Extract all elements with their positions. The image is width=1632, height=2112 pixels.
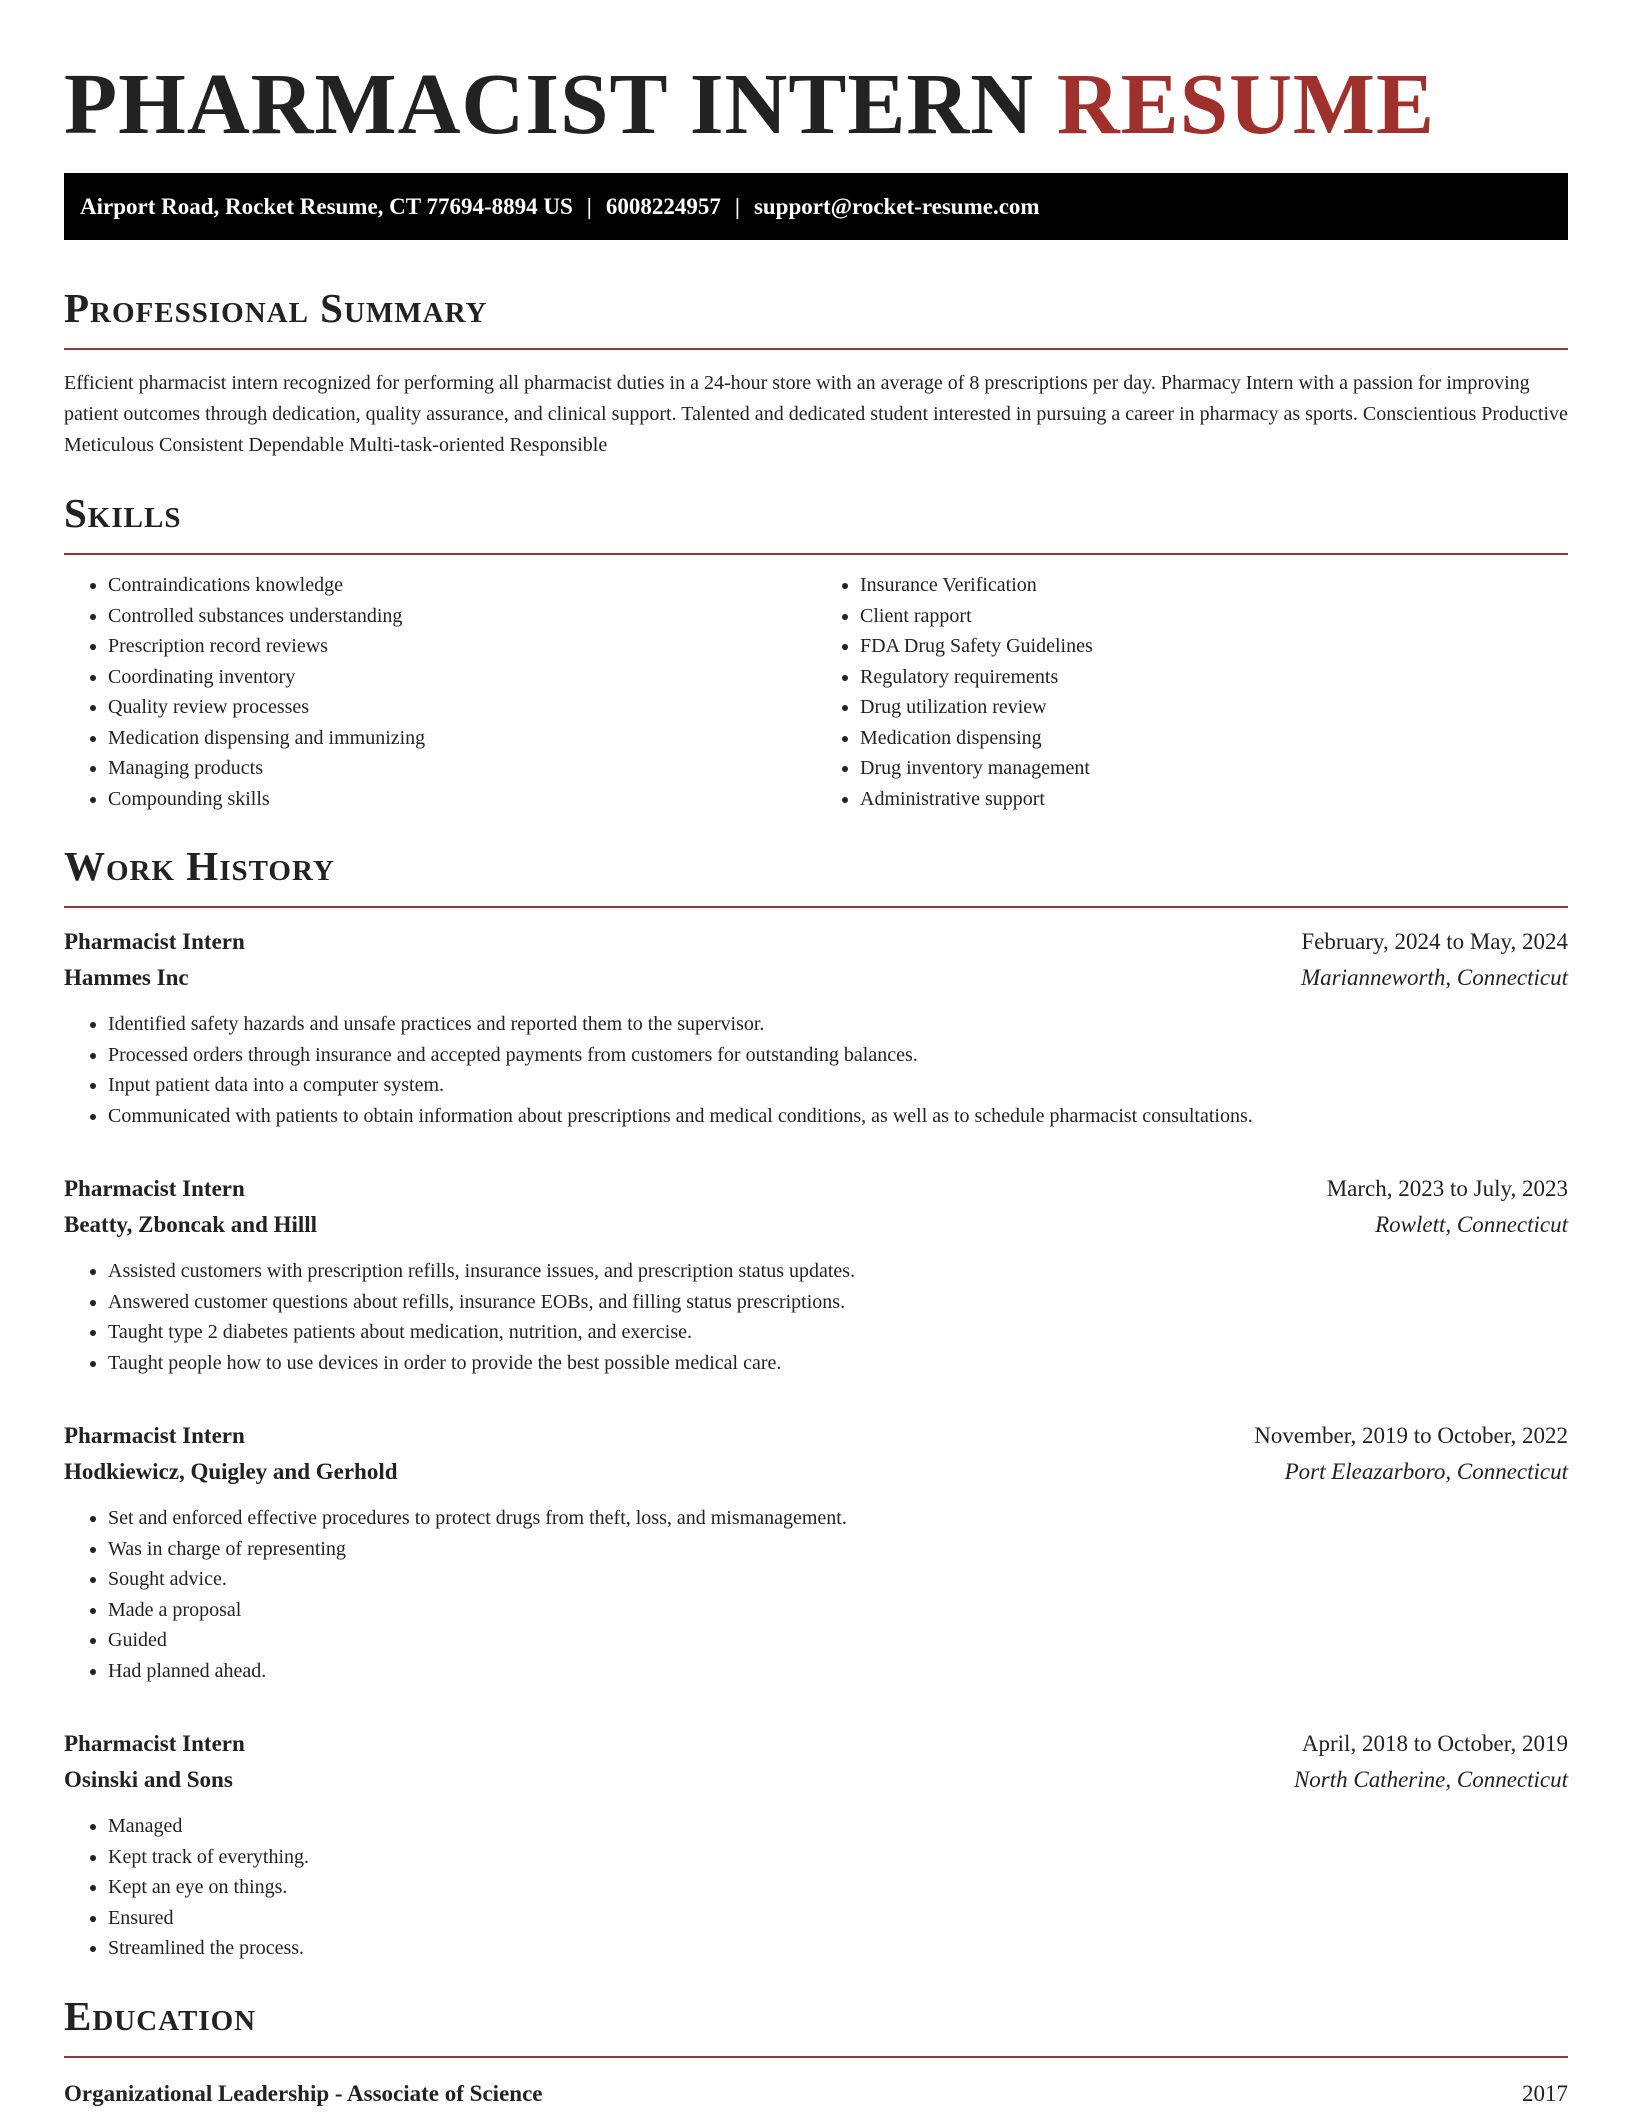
job-bullets bbox=[64, 1009, 1568, 1131]
skills-right-list bbox=[816, 570, 1568, 814]
job-company-row bbox=[64, 1762, 1568, 1798]
skill-item: • FDA Drug Safety Guidelines bbox=[860, 631, 1568, 662]
contact-separator: | bbox=[734, 194, 740, 219]
job-location: Marianneworth, Connecticut bbox=[1300, 965, 1568, 990]
job-company: Osinski and Sons bbox=[64, 1767, 233, 1792]
education-entry bbox=[64, 2076, 1568, 2112]
contact-address: Airport Road, Rocket Resume, CT 77694-8894 US bbox=[80, 194, 573, 219]
summary-heading: Professional Summary bbox=[64, 285, 488, 331]
contact-phone: 6008224957 bbox=[605, 194, 721, 219]
job-bullet: • Managed bbox=[108, 1811, 1568, 1842]
resume-title bbox=[64, 0, 1568, 150]
work-heading: Work History bbox=[64, 843, 335, 889]
skill-item: • Administrative support bbox=[860, 784, 1568, 815]
skills-left-column bbox=[64, 570, 816, 814]
summary-text: Efficient pharmacist intern recognized for performing all pharmacist duties in a 24-hour store with an average of 8 prescriptions per day. Pharmacy Intern with a passion for improving patient outcomes through dedication, quality assurance, and clinical support. Talented and dedicated student interested in pursuing a career in pharmacy as sports. Conscientious Productive Meticulous Consistent Dependable Multi-task-oriented Responsible bbox=[64, 372, 1568, 456]
education-section bbox=[64, 1992, 1568, 2112]
section-divider bbox=[64, 553, 1568, 555]
job-bullet: • Had planned ahead. bbox=[108, 1656, 1568, 1687]
section-divider bbox=[64, 906, 1568, 908]
job-location: North Catherine, Connecticut bbox=[1293, 1767, 1568, 1792]
education-degree: Organizational Leadership - Associate of Science bbox=[64, 2080, 543, 2106]
job-title-row bbox=[64, 924, 1568, 960]
job-bullet: • Answered customer questions about refills, insurance EOBs, and filling status prescriptions. bbox=[108, 1287, 1568, 1318]
job-bullet: • Identified safety hazards and unsafe practices and reported them to the supervisor. bbox=[108, 1009, 1568, 1040]
skill-item: • Managing products bbox=[108, 753, 816, 784]
job-bullet: • Sought advice. bbox=[108, 1564, 1568, 1595]
job-bullet: • Guided bbox=[108, 1625, 1568, 1656]
job-company: Beatty, Zboncak and Hilll bbox=[64, 1212, 318, 1237]
contact-bar bbox=[64, 173, 1568, 240]
job-company-row bbox=[64, 1454, 1568, 1490]
job-bullet: • Assisted customers with prescription refills, insurance issues, and prescription status updates. bbox=[108, 1256, 1568, 1287]
job-entry bbox=[64, 1726, 1568, 1964]
contact-email[interactable]: support@rocket-resume.com bbox=[753, 194, 1040, 219]
skill-item: • Quality review processes bbox=[108, 692, 816, 723]
skill-item: • Drug utilization review bbox=[860, 692, 1568, 723]
job-company: Hodkiewicz, Quigley and Gerhold bbox=[64, 1459, 398, 1484]
job-company: Hammes Inc bbox=[64, 965, 189, 990]
skill-item: • Insurance Verification bbox=[860, 570, 1568, 601]
job-location: Rowlett, Connecticut bbox=[1375, 1212, 1568, 1237]
contact-separator: | bbox=[586, 194, 592, 219]
job-bullet: • Communicated with patients to obtain information about prescriptions and medical conditions, as well as to schedule pharmacist consultations. bbox=[108, 1101, 1568, 1132]
job-title: Pharmacist Intern bbox=[64, 929, 245, 954]
skill-item: • Contraindications knowledge bbox=[108, 570, 816, 601]
skill-item: • Medication dispensing bbox=[860, 723, 1568, 754]
summary-section bbox=[64, 284, 1568, 461]
skill-item: • Drug inventory management bbox=[860, 753, 1568, 784]
job-entry bbox=[64, 924, 1568, 1131]
job-bullet: • Kept track of everything. bbox=[108, 1842, 1568, 1873]
job-entry bbox=[64, 1418, 1568, 1686]
job-dates: February, 2024 to May, 2024 bbox=[1301, 929, 1568, 954]
skills-section bbox=[64, 489, 1568, 814]
skill-item: • Client rapport bbox=[860, 601, 1568, 632]
education-heading: Education bbox=[64, 1992, 257, 2039]
job-dates: March, 2023 to July, 2023 bbox=[1326, 1176, 1568, 1201]
skill-item: • Coordinating inventory bbox=[108, 662, 816, 693]
skill-item: • Medication dispensing and immunizing bbox=[108, 723, 816, 754]
title-accent: RESUME bbox=[1056, 55, 1436, 152]
job-company-row bbox=[64, 1207, 1568, 1243]
job-title: Pharmacist Intern bbox=[64, 1423, 245, 1448]
job-title-row bbox=[64, 1726, 1568, 1762]
job-bullet: • Set and enforced effective procedures to protect drugs from theft, loss, and mismanagement. bbox=[108, 1503, 1568, 1534]
job-title: Pharmacist Intern bbox=[64, 1731, 245, 1756]
job-bullets bbox=[64, 1256, 1568, 1378]
skill-item: • Prescription record reviews bbox=[108, 631, 816, 662]
job-title-row bbox=[64, 1171, 1568, 1207]
job-bullet: • Input patient data into a computer system. bbox=[108, 1070, 1568, 1101]
job-entry bbox=[64, 1171, 1568, 1378]
job-dates: November, 2019 to October, 2022 bbox=[1254, 1423, 1568, 1448]
skill-item: • Compounding skills bbox=[108, 784, 816, 815]
skills-heading: Skills bbox=[64, 490, 182, 536]
job-bullet: • Streamlined the process. bbox=[108, 1933, 1568, 1964]
work-section bbox=[64, 842, 1568, 1964]
job-location: Port Eleazarboro, Connecticut bbox=[1284, 1459, 1568, 1484]
job-bullet: • Processed orders through insurance and accepted payments from customers for outstanding balances. bbox=[108, 1040, 1568, 1071]
job-title-row bbox=[64, 1418, 1568, 1454]
skills-columns bbox=[64, 570, 1568, 814]
job-bullet: • Taught people how to use devices in order to provide the best possible medical care. bbox=[108, 1348, 1568, 1379]
job-bullets bbox=[64, 1811, 1568, 1964]
education-year: 2017 bbox=[1522, 2080, 1568, 2106]
skills-left-list bbox=[64, 570, 816, 814]
job-bullet: • Taught type 2 diabetes patients about medication, nutrition, and exercise. bbox=[108, 1317, 1568, 1348]
job-bullet: • Kept an eye on things. bbox=[108, 1872, 1568, 1903]
section-divider bbox=[64, 348, 1568, 350]
job-bullet: • Was in charge of representing bbox=[108, 1534, 1568, 1565]
skill-item: • Controlled substances understanding bbox=[108, 601, 816, 632]
skills-right-column bbox=[816, 570, 1568, 814]
job-bullet: • Ensured bbox=[108, 1903, 1568, 1934]
section-divider bbox=[64, 2056, 1568, 2058]
title-main: PHARMACIST INTERN bbox=[64, 55, 1035, 152]
job-dates: April, 2018 to October, 2019 bbox=[1301, 1731, 1568, 1756]
job-title: Pharmacist Intern bbox=[64, 1176, 245, 1201]
job-bullets bbox=[64, 1503, 1568, 1686]
job-bullet: • Made a proposal bbox=[108, 1595, 1568, 1626]
skill-item: • Regulatory requirements bbox=[860, 662, 1568, 693]
job-company-row bbox=[64, 960, 1568, 996]
